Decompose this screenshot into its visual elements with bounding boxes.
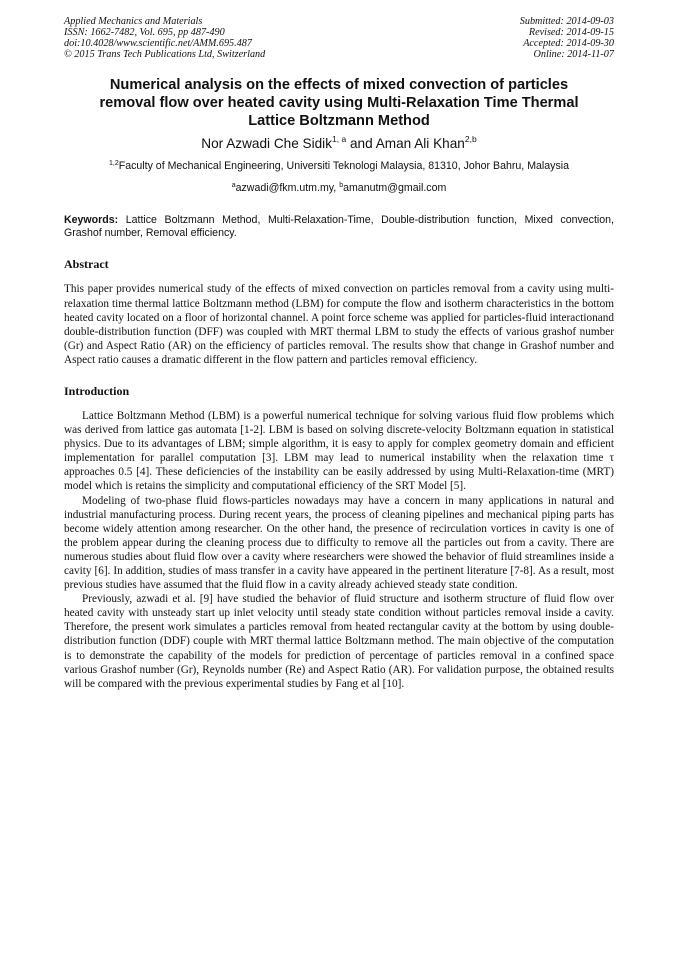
author-1-affil-mark: 1, a	[332, 134, 347, 144]
accepted-date: Accepted: 2014-09-30	[523, 38, 614, 49]
email-b-mark: b	[339, 182, 344, 189]
keywords	[64, 214, 614, 240]
revised-date: Revised: 2014-09-15	[528, 27, 614, 38]
title-line-3: Lattice Boltzmann Method	[248, 113, 430, 129]
copyright-line: © 2015 Trans Tech Publications Ltd, Switzerland	[64, 49, 266, 60]
intro-paragraph-1: Lattice Boltzmann Method (LBM) is a powerful numerical technique for solving various fluid flow problems which was derived from lattice gas automata [1-2]. LBM is based on solving discrete-velocity Boltzmann equation in statistical physics. Due to its advantages of LBM; simple algorithm, it is easy to apply for complex geometry domain and efficient implementation for parallel computation [3]. LBM may lead to numerical instability when the relaxation time τ approaches 0.5 [4]. These deficiencies of the instability can be easily addressed by using Multi-Relaxation-time (MRT) model which is retains the simplicity and computational efficiency of the SRT Model [5].	[64, 409, 614, 493]
submitted-date: Submitted: 2014-09-03	[519, 16, 614, 27]
keywords-text: Lattice Boltzmann Method, Multi-Relaxation-Time, Double-distribution function, Mixed convection, Grashof number, Removal efficiency.	[64, 214, 614, 240]
doi-line: doi:10.4028/www.scientific.net/AMM.695.487	[64, 38, 252, 49]
email-a-mark: a	[231, 182, 236, 189]
author-2-affil-mark: 2,b	[464, 134, 477, 144]
intro-paragraph-3: Previously, azwadi et al. [9] have studied the behavior of fluid structure and isotherm structure of fluid flow over heated cavity with unsteady start up inlet velocity until steady state condition without particles removal inside a cavity. Therefore, the present work simulates a particles removal from heated rectangular cavity at the bottom by using double-distribution function (DDF) couple with MRT thermal lattice Boltzmann method. The main objective of the computation is to demonstrate the capability of the models for prediction of percentage of particles removal in a confined space various Grashof number (Gr), Reynolds number (Re) and Aspect Ratio (AR). For validation purpose, the obtained results will be compared with the previous experimental studies by Fang et al [10].	[64, 593, 614, 690]
keywords-label: Keywords:	[64, 214, 119, 226]
email-a: azwadi@fkm.utm.my,	[235, 182, 340, 194]
affiliation-mark: 1,2	[108, 160, 119, 167]
email-b: amanutm@gmail.com	[343, 182, 447, 194]
title-line-2: removal flow over heated cavity using Multi-Relaxation Time Thermal	[99, 95, 579, 111]
introduction-heading: Introduction	[64, 383, 130, 398]
title-line-1: Numerical analysis on the effects of mixed convection of particles	[109, 77, 569, 93]
journal-name: Applied Mechanics and Materials	[64, 16, 203, 27]
issn-line: ISSN: 1662-7482, Vol. 695, pp 487-490	[64, 27, 225, 38]
abstract-heading: Abstract	[64, 257, 109, 272]
submission-dates	[520, 16, 614, 60]
paper-title	[64, 76, 614, 130]
online-date: Online: 2014-11-07	[533, 49, 614, 60]
journal-info	[64, 16, 265, 60]
author-list	[64, 136, 614, 152]
author-emails	[64, 182, 614, 195]
intro-paragraph-2: Modeling of two-phase fluid flows-particles nowadays may have a concern in many applications in natural and industrial manufacturing process. During recent years, the process of cleaning pipelines and mechanical piping parts has become widely attention among researcher. On the other hand, the presence of recirculation vortices in cavity is one of the problem appear during the cleaning process due to difficulty to remove all the particles out from a cavity. There are numerous studies about fluid flow over a cavity where researchers were showed the behavior of fluid streamlines inside a cavity [6]. In addition, studies of mass transfer in a cavity have appeared in the pertinent literature [7-8]. As a result, most previous studies have assumed that the fluid flow in a cavity already achieved steady state condition.	[64, 494, 614, 592]
abstract-text: This paper provides numerical study of the effects of mixed convection on particles removal from a cavity using multi-relaxation time thermal lattice Boltzmann method (LBM) for compute the flow and isotherm characteristics in the bottom heated cavity located on a floor of horizontal channel. A point force scheme was applied for particles-fluid interactionand double-distribution function (DFF) was coupled with MRT thermal LBM to study the effects of various grashof number (Gr) and Aspect Ratio (AR) on the efficiency of particles removal. The results show that change in Grashof number and Aspect ratio causes a dramatic different in the flow pattern and particles removal efficiency.	[64, 283, 614, 366]
affiliation-text: Faculty of Mechanical Engineering, Universiti Teknologi Malaysia, 81310, Johor Bahru, Malaysia	[118, 160, 569, 172]
author-1: Nor Azwadi Che Sidik	[201, 136, 333, 151]
journal-header	[64, 16, 614, 60]
affiliation	[64, 160, 614, 173]
author-joiner: and	[346, 136, 376, 151]
author-2: Aman Ali Khan	[375, 136, 465, 151]
